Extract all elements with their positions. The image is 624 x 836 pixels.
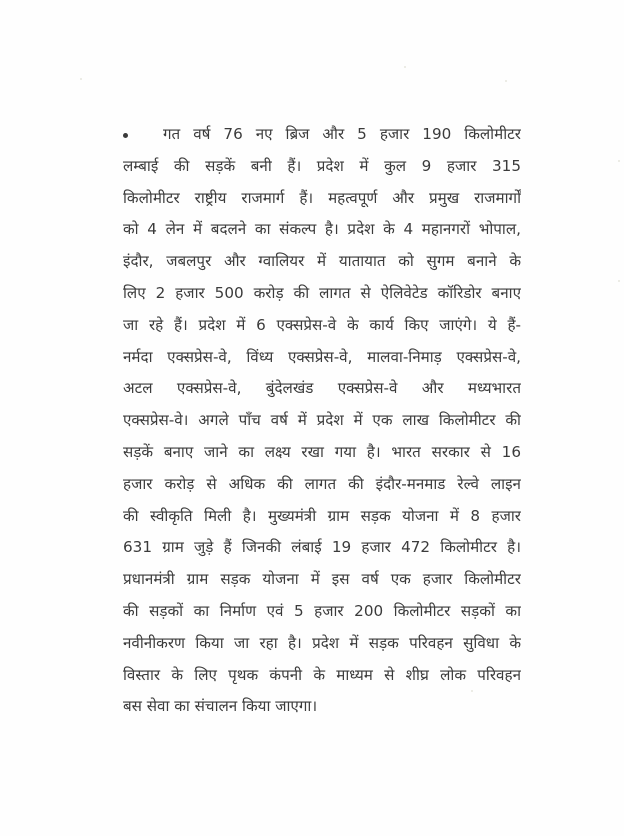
text-line: सड़कें बनाए जाने का लक्ष्य रखा गया है। भारत सरकार से 16 xyxy=(123,443,521,461)
text-line: की सड़कों का निर्माण एवं 5 हजार 200 किलोमीटर सड़कों का xyxy=(123,602,521,620)
scan-speck xyxy=(80,78,82,80)
text-line: अटल एक्सप्रेस-वे, बुंदेलखंड एक्सप्रेस-वे और मध्यभारत xyxy=(123,379,521,398)
text-line: विस्तार के लिए पृथक कंपनी के माध्यम से शीघ्र लोक परिवहन xyxy=(123,665,521,684)
scan-speck xyxy=(618,280,620,282)
text-line: एक्सप्रेस-वे। अगले पाँच वर्ष में प्रदेश में एक लाख किलोमीटर की xyxy=(123,411,521,430)
text-line: प्रधानमंत्री ग्राम सड़क योजना में इस वर्ष एक हजार किलोमीटर xyxy=(123,570,521,589)
text-line: किलोमीटर राष्ट्रीय राजमार्ग हैं। महत्वपूर्ण और प्रमुख राजमार्गों xyxy=(123,188,521,207)
scan-speck xyxy=(404,66,406,68)
text-line: नवीनीकरण किया जा रहा है। प्रदेश में सड़क परिवहन सुविधा के xyxy=(123,633,521,652)
text-line: 631 ग्राम जुड़े हैं जिनकी लंबाई 19 हजार 472 किलोमीटर है। xyxy=(123,538,521,557)
text-line: को 4 लेन में बदलने का संकल्प है। प्रदेश के 4 महानगरों भोपाल, xyxy=(123,220,521,239)
text-line: की स्वीकृति मिली है। मुख्यमंत्री ग्राम सड़क योजना में 8 हजार xyxy=(123,506,521,525)
text-line: हजार करोड़ से अधिक की लागत की इंदौर-मनमाड रेल्वे लाइन xyxy=(123,474,521,493)
bullet-icon xyxy=(123,133,128,138)
text-line: लम्बाई की सड़कें बनी हैं। प्रदेश में कुल 9 हजार 315 xyxy=(123,156,521,175)
text-line: गत वर्ष 76 नए ब्रिज और 5 हजार 190 किलोमीटर xyxy=(163,125,521,143)
scan-speck xyxy=(505,80,507,82)
scan-speck xyxy=(618,160,620,162)
text-line: जा रहे हैं। प्रदेश में 6 एक्सप्रेस-वे के कार्य किए जाएंगे। ये हैं- xyxy=(123,315,521,334)
text-line-last: बस सेवा का संचालन किया जाएगा। xyxy=(123,697,318,716)
text-line: लिए 2 हजार 500 करोड़ की लागत से ऐलिवेटेड कॉरिडोर बनाए xyxy=(123,284,521,302)
text-line: इंदौर, जबलपुर और ग्वालियर में यातायात को सुगम बनाने के xyxy=(123,252,521,271)
text-line: नर्मदा एक्सप्रेस-वे, विंध्य एक्सप्रेस-वे, मालवा-निमाड़ एक्सप्रेस-वे, xyxy=(123,347,521,366)
